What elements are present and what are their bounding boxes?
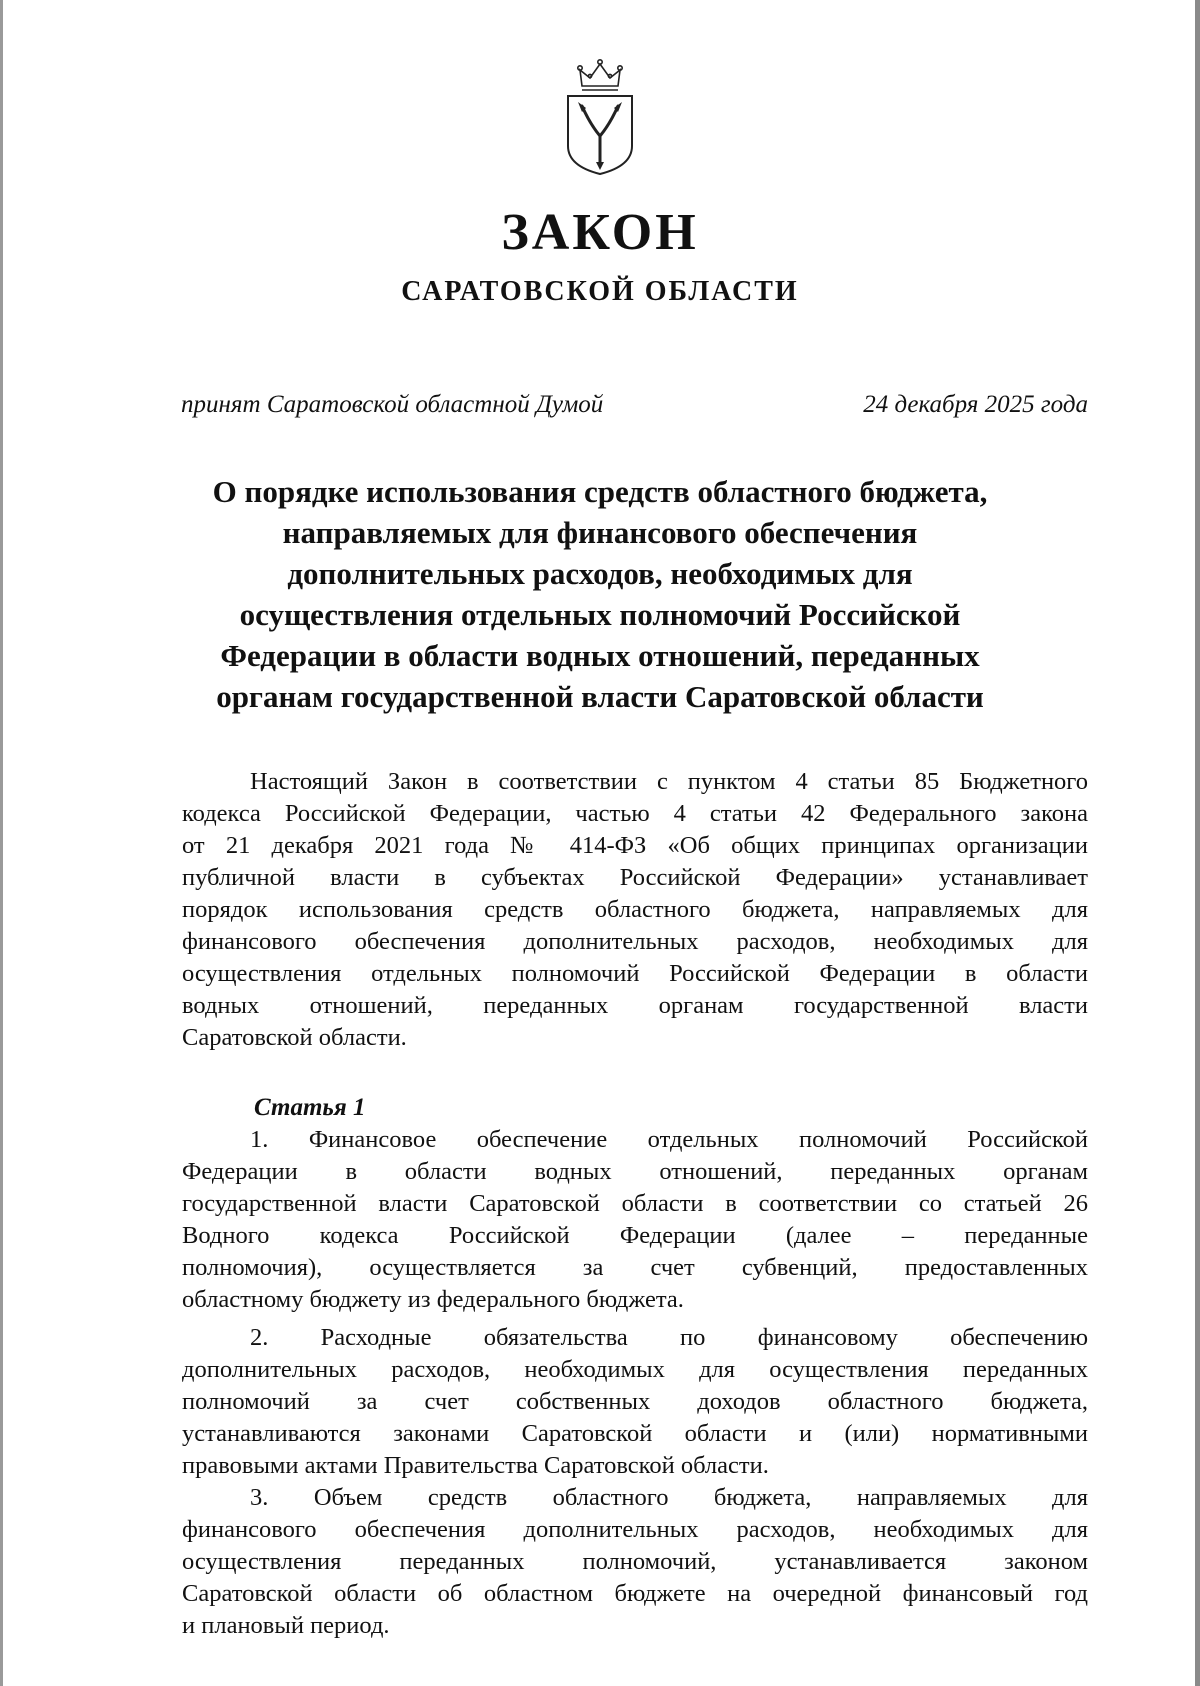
preamble-paragraph [182,766,1088,1054]
text-line: Федерации в области водных отношений, переданных органам [182,1158,1088,1185]
document-subtitle: САРАТОВСКОЙ ОБЛАСТИ [401,276,799,307]
text-line: Саратовской области. [182,1024,407,1051]
text-line: 2. Расходные обязательства по финансовому обеспечению [250,1324,1088,1351]
text-line: областному бюджету из федерального бюджета. [182,1286,684,1313]
text-line: и плановый период. [182,1612,390,1639]
article-1-item-3 [182,1482,1088,1642]
article-1-title: Статья 1 [254,1094,366,1121]
text-line: полномочия), осуществляется за счет субвенций, предоставленных [182,1254,1088,1281]
law-title [150,471,1050,717]
text-line: государственной власти Саратовской области в соответствии со статьей 26 [182,1190,1088,1217]
article-1-item-2 [182,1322,1088,1482]
text-line: осуществления переданных полномочий, устанавливается законом [182,1548,1088,1575]
adopted-by: принят Саратовской областной Думой [181,391,604,418]
law-title-line: дополнительных расходов, необходимых для [287,556,913,591]
text-line: Саратовской области об областном бюджете на очередной финансовый год [182,1580,1088,1607]
text-line: водных отношений, переданных органам государственной власти [182,992,1088,1019]
law-title-line: осуществления отдельных полномочий Российской [239,597,961,632]
coat-of-arms-icon [560,58,640,178]
article-1-item-1 [182,1124,1088,1316]
text-line: Водного кодекса Российской Федерации (далее – переданные [182,1222,1088,1249]
text-line: 3. Объем средств областного бюджета, направляемых для [250,1484,1088,1511]
text-line: дополнительных расходов, необходимых для осуществления переданных [182,1356,1088,1383]
law-title-line: органам государственной власти Саратовской области [216,679,984,714]
text-line: финансового обеспечения дополнительных расходов, необходимых для [182,1516,1088,1543]
text-line: публичной власти в субъектах Российской Федерации» устанавливает [182,864,1088,891]
adoption-date: 24 декабря 2025 года [863,391,1088,418]
text-line: правовыми актами Правительства Саратовской области. [182,1452,769,1479]
law-title-line: О порядке использования средств областного бюджета, [212,474,988,509]
text-line: кодекса Российской Федерации, частью 4 статьи 42 Федерального закона [182,800,1088,827]
text-line: от 21 декабря 2021 года № 414-ФЗ «Об общих принципах организации [182,832,1088,859]
document-title: ЗАКОН [501,204,699,261]
text-line: порядок использования средств областного бюджета, направляемых для [182,896,1088,923]
text-line: 1. Финансовое обеспечение отдельных полномочий Российской [250,1126,1088,1153]
text-line: осуществления отдельных полномочий Российской Федерации в области [182,960,1088,987]
law-title-line: направляемых для финансового обеспечения [282,515,918,550]
text-line: Настоящий Закон в соответствии с пунктом 4 статьи 85 Бюджетного [250,768,1088,795]
text-line: финансового обеспечения дополнительных расходов, необходимых для [182,928,1088,955]
text-line: полномочий за счет собственных доходов областного бюджета, [182,1388,1088,1415]
text-line: устанавливаются законами Саратовской области и (или) нормативными [182,1420,1088,1447]
law-title-line: Федерации в области водных отношений, переданных [220,638,980,673]
